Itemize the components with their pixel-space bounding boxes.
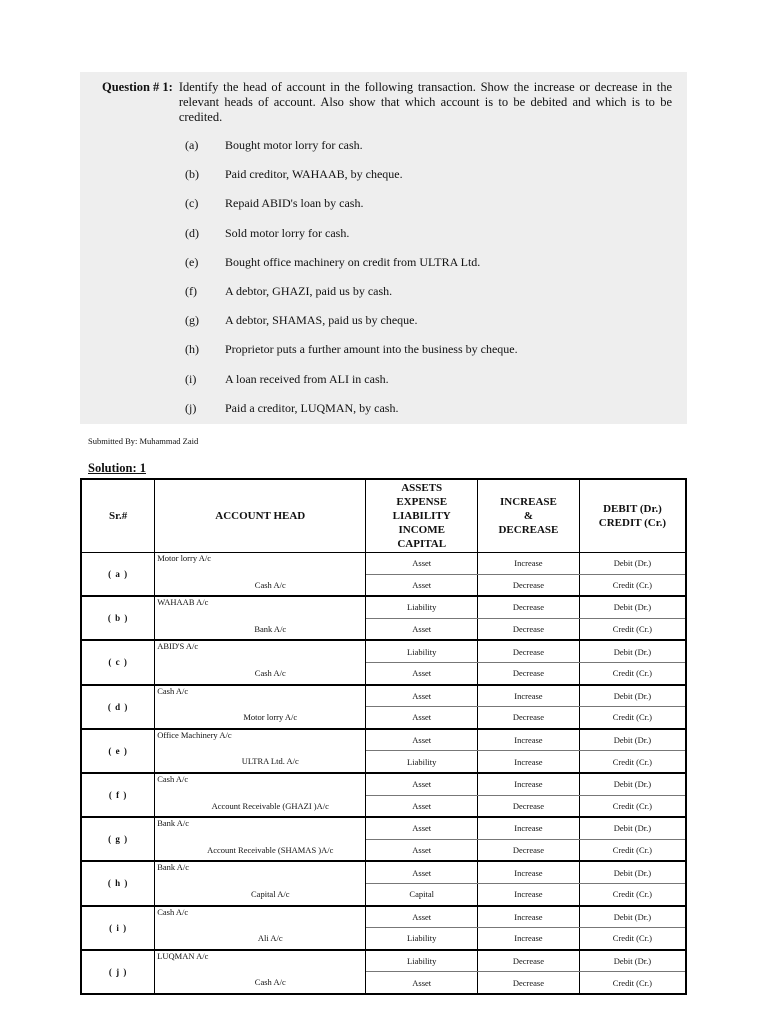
category-cell: Asset [366,574,478,596]
category-cell: Asset [366,662,478,684]
table-row [81,751,686,773]
question-item-letter: (c) [185,196,199,211]
question-item-letter: (f) [185,284,197,298]
question-item-text: Proprietor puts a further amount into the business by cheque. [225,342,518,357]
submitted-by: Submitted By: Muhammad Zaid [88,436,199,446]
header-category: ASSETS EXPENSE LIABILITY INCOME CAPITAL [366,479,478,553]
increase-decrease-cell: Increase [478,751,580,773]
solution-table [80,478,687,995]
sr-cell: ( f ) [81,773,155,817]
question-item [185,167,403,182]
question-heading [102,80,672,125]
category-cell: Asset [366,618,478,640]
debit-credit-cell: Credit (Cr.) [579,928,686,950]
sr-cell: ( e ) [81,729,155,773]
debit-credit-cell: Debit (Dr.) [579,553,686,575]
category-cell: Asset [366,685,478,707]
question-item-text: Bought office machinery on credit from ULTRA Ltd. [225,254,481,269]
account-head-cell: Cash A/c [155,574,366,596]
sr-cell: ( g ) [81,817,155,861]
question-item [185,342,518,357]
sr-cell: ( a ) [81,553,155,597]
account-head-cell: Capital A/c [155,883,366,905]
question-item [185,226,349,241]
question-item [185,313,418,328]
sr-cell: ( i ) [81,906,155,950]
account-head-cell: Bank A/c [155,817,366,839]
question-label: Question # 1: [102,80,173,94]
question-item-text: Bought motor lorry for cash. [225,138,363,152]
sr-cell: ( c ) [81,640,155,684]
category-cell: Asset [366,553,478,575]
debit-credit-cell: Debit (Dr.) [579,596,686,618]
question-item-text: A loan received from ALI in cash. [225,371,389,386]
solution-title: Solution: 1 [88,461,147,475]
question-item [185,401,398,416]
account-head-cell: Cash A/c [155,906,366,928]
category-cell: Asset [366,795,478,817]
sr-cell: ( j ) [81,950,155,994]
account-head-cell: WAHAAB A/c [155,596,366,618]
question-item-letter: (a) [185,138,199,152]
increase-decrease-cell: Increase [478,773,580,795]
category-cell: Capital [366,883,478,905]
question-item [185,138,363,153]
table-row [81,861,686,883]
increase-decrease-cell: Increase [478,685,580,707]
increase-decrease-cell: Increase [478,817,580,839]
question-item-letter: (i) [185,371,197,386]
question-item-letter: (d) [185,225,199,240]
account-head-cell: Account Receivable (GHAZI )A/c [155,795,366,817]
question-item-letter: (b) [185,167,199,182]
debit-credit-cell: Debit (Dr.) [579,640,686,662]
question-item-text: Repaid ABID's loan by cash. [225,196,364,211]
increase-decrease-cell: Decrease [478,950,580,972]
question-text: Identify the head of account in the following transaction. Show the increase or decrease in the relevant heads of account. Also show that which account is to be debited and which is to be credited. [178,80,672,124]
account-head-cell: Account Receivable (SHAMAS )A/c [155,839,366,861]
question-item [185,255,480,270]
table-row [81,574,686,596]
table-row [81,883,686,905]
account-head-cell: ABID'S A/c [155,640,366,662]
question-item [185,196,363,211]
debit-credit-cell: Credit (Cr.) [579,662,686,684]
category-cell: Asset [366,839,478,861]
increase-decrease-cell: Increase [478,906,580,928]
header-debit-credit: DEBIT (Dr.) CREDIT (Cr.) [579,479,686,553]
sr-cell: ( d ) [81,685,155,729]
header-increase-decrease: INCREASE & DECREASE [478,479,580,553]
category-cell: Asset [366,707,478,729]
category-cell: Asset [366,861,478,883]
debit-credit-cell: Credit (Cr.) [579,707,686,729]
account-head-cell: ULTRA Ltd. A/c [155,751,366,773]
debit-credit-cell: Debit (Dr.) [579,773,686,795]
table-row [81,662,686,684]
category-cell: Asset [366,972,478,994]
category-cell: Asset [366,773,478,795]
table-row [81,707,686,729]
account-head-cell: Cash A/c [155,773,366,795]
account-head-cell: Bank A/c [155,618,366,640]
account-head-cell: LUQMAN A/c [155,950,366,972]
header-account-head: ACCOUNT HEAD [155,479,366,553]
debit-credit-cell: Debit (Dr.) [579,729,686,751]
table-header-row [81,479,686,553]
increase-decrease-cell: Decrease [478,795,580,817]
question-item-letter: (h) [185,342,199,357]
account-head-cell: Cash A/c [155,972,366,994]
table-row [81,839,686,861]
sr-cell: ( b ) [81,596,155,640]
category-cell: Liability [366,751,478,773]
question-item-text: Paid a creditor, LUQMAN, by cash. [225,400,399,415]
question-item-letter: (g) [185,313,199,328]
debit-credit-cell: Credit (Cr.) [579,751,686,773]
increase-decrease-cell: Decrease [478,640,580,662]
table-row [81,950,686,972]
increase-decrease-cell: Decrease [478,839,580,861]
table-row [81,795,686,817]
increase-decrease-cell: Increase [478,928,580,950]
increase-decrease-cell: Increase [478,861,580,883]
table-row [81,972,686,994]
account-head-cell: Cash A/c [155,662,366,684]
increase-decrease-cell: Decrease [478,972,580,994]
debit-credit-cell: Credit (Cr.) [579,574,686,596]
table-row [81,773,686,795]
category-cell: Liability [366,596,478,618]
question-item-text: A debtor, GHAZI, paid us by cash. [225,284,393,298]
table-row [81,596,686,618]
debit-credit-cell: Debit (Dr.) [579,685,686,707]
increase-decrease-cell: Increase [478,729,580,751]
question-item-letter: (e) [185,254,199,269]
debit-credit-cell: Credit (Cr.) [579,618,686,640]
question-item [185,284,392,299]
question-scan [80,72,687,424]
account-head-cell: Motor lorry A/c [155,553,366,575]
increase-decrease-cell: Increase [478,883,580,905]
category-cell: Asset [366,729,478,751]
question-item-text: Paid creditor, WAHAAB, by cheque. [225,167,403,182]
category-cell: Asset [366,906,478,928]
increase-decrease-cell: Decrease [478,662,580,684]
account-head-cell: Bank A/c [155,861,366,883]
category-cell: Liability [366,928,478,950]
table-row [81,618,686,640]
increase-decrease-cell: Decrease [478,707,580,729]
table-row [81,553,686,575]
account-head-cell: Motor lorry A/c [155,707,366,729]
question-item [185,372,389,387]
table-row [81,729,686,751]
debit-credit-cell: Credit (Cr.) [579,839,686,861]
debit-credit-cell: Credit (Cr.) [579,972,686,994]
account-head-cell: Office Machinery A/c [155,729,366,751]
category-cell: Liability [366,640,478,662]
table-row [81,906,686,928]
category-cell: Liability [366,950,478,972]
debit-credit-cell: Debit (Dr.) [579,906,686,928]
debit-credit-cell: Debit (Dr.) [579,817,686,839]
table-row [81,817,686,839]
category-cell: Asset [366,817,478,839]
debit-credit-cell: Debit (Dr.) [579,950,686,972]
increase-decrease-cell: Decrease [478,618,580,640]
debit-credit-cell: Debit (Dr.) [579,861,686,883]
debit-credit-cell: Credit (Cr.) [579,795,686,817]
question-item-text: Sold motor lorry for cash. [225,225,350,240]
increase-decrease-cell: Increase [478,553,580,575]
table-row [81,640,686,662]
account-head-cell: Cash A/c [155,685,366,707]
header-sr: Sr.# [81,479,155,553]
table-row [81,685,686,707]
increase-decrease-cell: Decrease [478,596,580,618]
question-item-letter: (j) [185,400,197,415]
increase-decrease-cell: Decrease [478,574,580,596]
question-item-text: A debtor, SHAMAS, paid us by cheque. [225,313,418,328]
table-row [81,928,686,950]
account-head-cell: Ali A/c [155,928,366,950]
sr-cell: ( h ) [81,861,155,905]
debit-credit-cell: Credit (Cr.) [579,883,686,905]
